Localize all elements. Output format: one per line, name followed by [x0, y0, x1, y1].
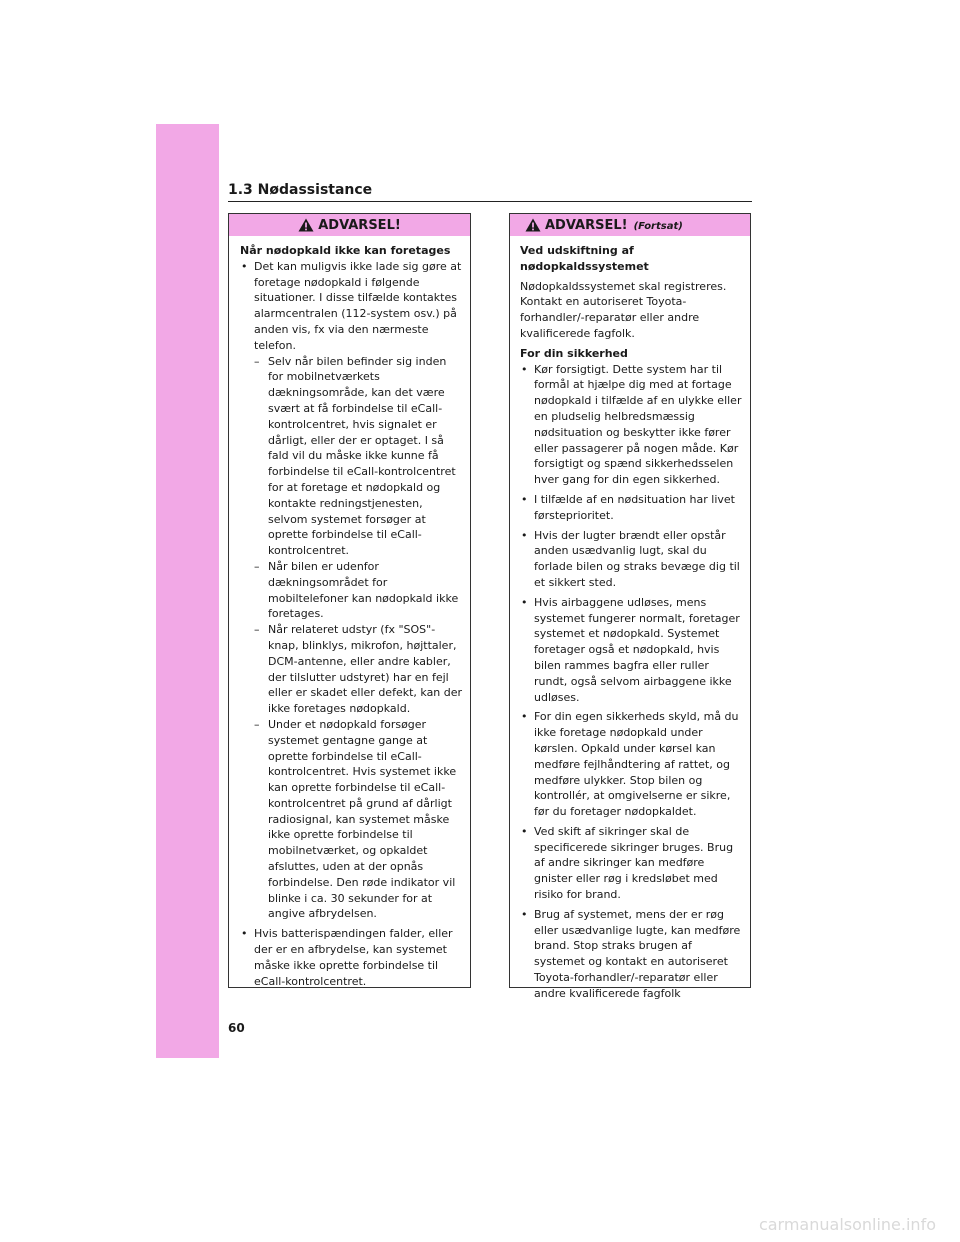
warning-body [510, 236, 750, 1002]
section-title: 1.3 Nødassistance [228, 182, 373, 198]
warning-title: ADVARSEL! [318, 217, 401, 233]
list-item: • Hvis airbaggene udløses, mens systemet fungerer normalt, foretager systemet et nødopkald. Systemet foretager også et nødopkald, hvis bilen rammes bagfra eller ruller rundt, også selvom airbaggene ikke udløses. [520, 595, 745, 706]
list-item: • Kør forsigtigt. Dette system har til formål at hjælpe dig med at fortage nødopkald i tilfælde af en ulykke eller en pludselig helbredsmæssig nødsituation og beskytter ikke fører eller passagerer på nogen måde. Kør forsigtigt og spænd sikkerhedsselen hver gang for din egen sikkerhed. [520, 362, 745, 488]
sub-list-item: – Når bilen er udenfor dækningsområdet for mobiltelefoner kan nødopkald ikke foretages. [254, 559, 464, 622]
continued-label: (Fortsat) [633, 221, 683, 232]
page-number: 60 [228, 1021, 245, 1035]
sub-list-item: – Under et nødopkald forsøger systemet gentagne gange at oprette forbindelse til eCall-kontrolcentret. Hvis systemet ikke kan oprette forbindelse til eCall-kontrolcentret på grund af dårligt radiosignal, kan systemet måske ikke oprette forbindelse til mobilnetværket, og opkaldet afsluttes, uden at der opnås forbindelse. Den røde indikator vil blinke i ca. 30 sekunder for at angive afbrydelsen. [254, 717, 464, 922]
list-item: • Brug af systemet, mens der er røg eller usædvanlige lugte, kan medføre brand. Stop straks brugen af systemet og kontakt en autoriseret Toyota-forhandler/-reparatør eller andre kvalificerede fagfolk [520, 907, 745, 1002]
list-item: • Ved skift af sikringer skal de specificerede sikringer bruges. Brug af andre sikringer kan medføre gnister eller røg i kredsløbet med risiko for brand. [520, 824, 745, 903]
list-item: • Hvis der lugter brændt eller opstår anden usædvanlig lugt, skal du forlade bilen og straks bevæge dig til et sikkert sted. [520, 528, 745, 591]
subheading: Ved udskiftning af nødopkaldssystemet [520, 244, 649, 273]
warning-box-right [509, 213, 751, 1000]
paragraph: Nødopkaldssystemet skal registreres. Kontakt en autoriseret Toyota-forhandler/-reparatør eller andre kvalificerede fagfolk. [520, 279, 727, 340]
list-item: • Det kan muligvis ikke lade sig gøre at foretage nødopkald i følgende situationer. I disse tilfælde kontaktes alarmcentralen (112-system osv.) på anden vis, fx via den nærmeste telefon. – Selv når bilen befinder sig inden for mobilnetværkets dækningsområde, kan det være svært at få forbindelse til eCall-kontrolcentret, hvis signalet er dårligt, eller der er optaget. I så fald vil du måske ikke kunne få forbindelse til eCall-kontrolcentret for at foretage et nødopkald og kontakte redningstjenesten, selvom systemet forsøger at oprette forbindelse til eCall-kontrolcentret. – Når bilen er udenfor dækningsområdet for mobiltelefoner kan nødopkald ikke foretages. – Når relateret udstyr (fx "SOS"-knap, blinklys, mikrofon, højttaler, DCM-antenne, eller andre kabler, der tilslutter udstyret) har en fejl eller er skadet eller defekt, kan der ikke foretages nødopkald. – Under et nødopkald forsøger systemet gentagne gange at oprette forbindelse til eCall-kontrolcentret. Hvis systemet ikke kan oprette forbindelse til eCall-kontrolcentret på grund af dårligt radiosignal, kan systemet måske ikke oprette forbindelse til mobilnetværket, og opkaldet afsluttes, uden at der opnås forbindelse. Den røde indikator vil blinke i ca. 30 sekunder for at angive afbrydelsen. [240, 259, 464, 922]
sub-list-item: – Når relateret udstyr (fx "SOS"-knap, blinklys, mikrofon, højttaler, DCM-antenne, eller andre kabler, der tilslutter udstyret) har en fejl eller er skadet eller defekt, kan der ikke foretages nødopkald. [254, 622, 464, 717]
subheading: For din sikkerhed [520, 346, 628, 360]
warning-header [510, 214, 750, 236]
warning-header [229, 214, 470, 236]
warning-triangle-icon [525, 218, 541, 232]
list-item: • For din egen sikkerheds skyld, må du ikke foretage nødopkald under kørslen. Opkald under kørsel kan medføre fejlhåndtering af rattet, og medføre ulykker. Stop bilen og kontrollér, at omgivelserne er sikre, før du foretager nødopkaldet. [520, 709, 745, 820]
section-header [228, 179, 752, 202]
warning-triangle-icon [298, 218, 314, 232]
warning-box-left [228, 213, 471, 988]
warning-heading: Når nødopkald ikke kan foretages [240, 244, 451, 257]
list-item: • Hvis batterispændingen falder, eller der er en afbrydelse, kan systemet måske ikke oprette forbindelse til eCall-kontrolcentret. [240, 926, 464, 989]
watermark: carmanualsonline.info [758, 1215, 936, 1234]
warning-title: ADVARSEL! [545, 217, 628, 233]
side-strip [156, 124, 219, 1058]
warning-body [229, 236, 470, 989]
list-item: • I tilfælde af en nødsituation har livet førsteprioritet. [520, 492, 745, 524]
sub-list-item: – Selv når bilen befinder sig inden for mobilnetværkets dækningsområde, kan det være svært at få forbindelse til eCall-kontrolcentret, hvis signalet er dårligt, eller der er optaget. I så fald vil du måske ikke kunne få forbindelse til eCall-kontrolcentret for at foretage et nødopkald og kontakte redningstjenesten, selvom systemet forsøger at oprette forbindelse til eCall-kontrolcentret. [254, 354, 464, 559]
